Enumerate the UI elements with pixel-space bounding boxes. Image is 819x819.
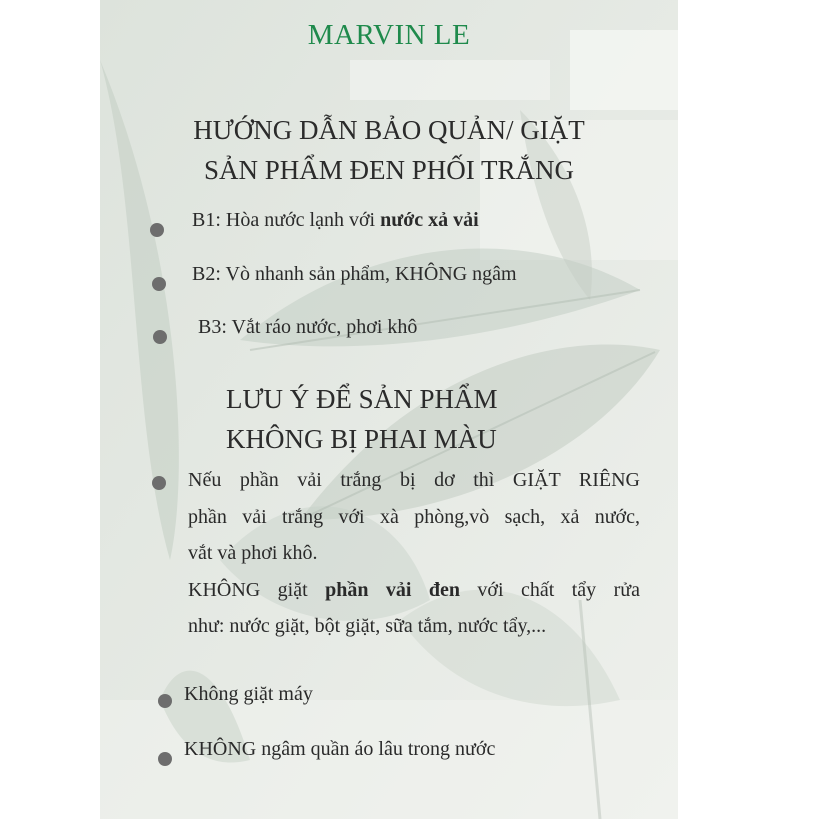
step-2: B2: Vò nhanh sản phẩm, KHÔNG ngâm — [192, 263, 517, 285]
bullet-icon — [152, 476, 166, 490]
step-3: B3: Vắt ráo nước, phơi khô — [198, 316, 418, 338]
care-title-line-2: SẢN PHẨM ĐEN PHỐI TRẮNG — [203, 155, 575, 185]
step-1 — [192, 209, 479, 232]
note-title — [226, 379, 497, 459]
note-item-2: KHÔNG ngâm quần áo lâu trong nước — [184, 738, 496, 760]
brand-name: MARVIN LE — [307, 19, 471, 51]
note-item-1: Không giặt máy — [184, 683, 313, 705]
note-title-line-1: LƯU Ý ĐỂ SẢN PHẨM — [226, 384, 498, 414]
care-title-line-1: HƯỚNG DẪN BẢO QUẢN/ GIẶT — [193, 115, 585, 145]
care-instruction-card — [100, 0, 678, 819]
note-line-3: vắt và phơi khô. — [188, 542, 318, 564]
note-line-2: phần vải trắng với xà phòng,vò sạch, xả nước, — [188, 505, 640, 528]
bullet-icon — [158, 694, 172, 708]
note-line-4-bold: phần vải đen — [325, 578, 460, 601]
note-line-4 — [188, 572, 640, 609]
bullet-icon — [158, 752, 172, 766]
note-line-5: như: nước giặt, bột giặt, sữa tắm, nước tẩy,... — [188, 615, 547, 637]
note-title-line-2: KHÔNG BỊ PHAI MÀU — [226, 424, 497, 454]
note-line-4-prefix: KHÔNG giặt — [188, 578, 326, 601]
bullet-icon — [152, 277, 166, 291]
step-1-text: B1: Hòa nước lạnh với — [192, 209, 381, 231]
bullet-icon — [153, 330, 167, 344]
bullet-icon — [150, 223, 164, 237]
note-line-4-suffix: với chất tẩy rửa — [460, 578, 640, 601]
step-1-bold-text: nước xả vải — [380, 209, 479, 231]
care-title — [100, 110, 678, 190]
note-line-1: Nếu phần vải trắng bị dơ thì GIẶT RIÊNG — [188, 469, 640, 491]
note-paragraph — [188, 462, 640, 645]
